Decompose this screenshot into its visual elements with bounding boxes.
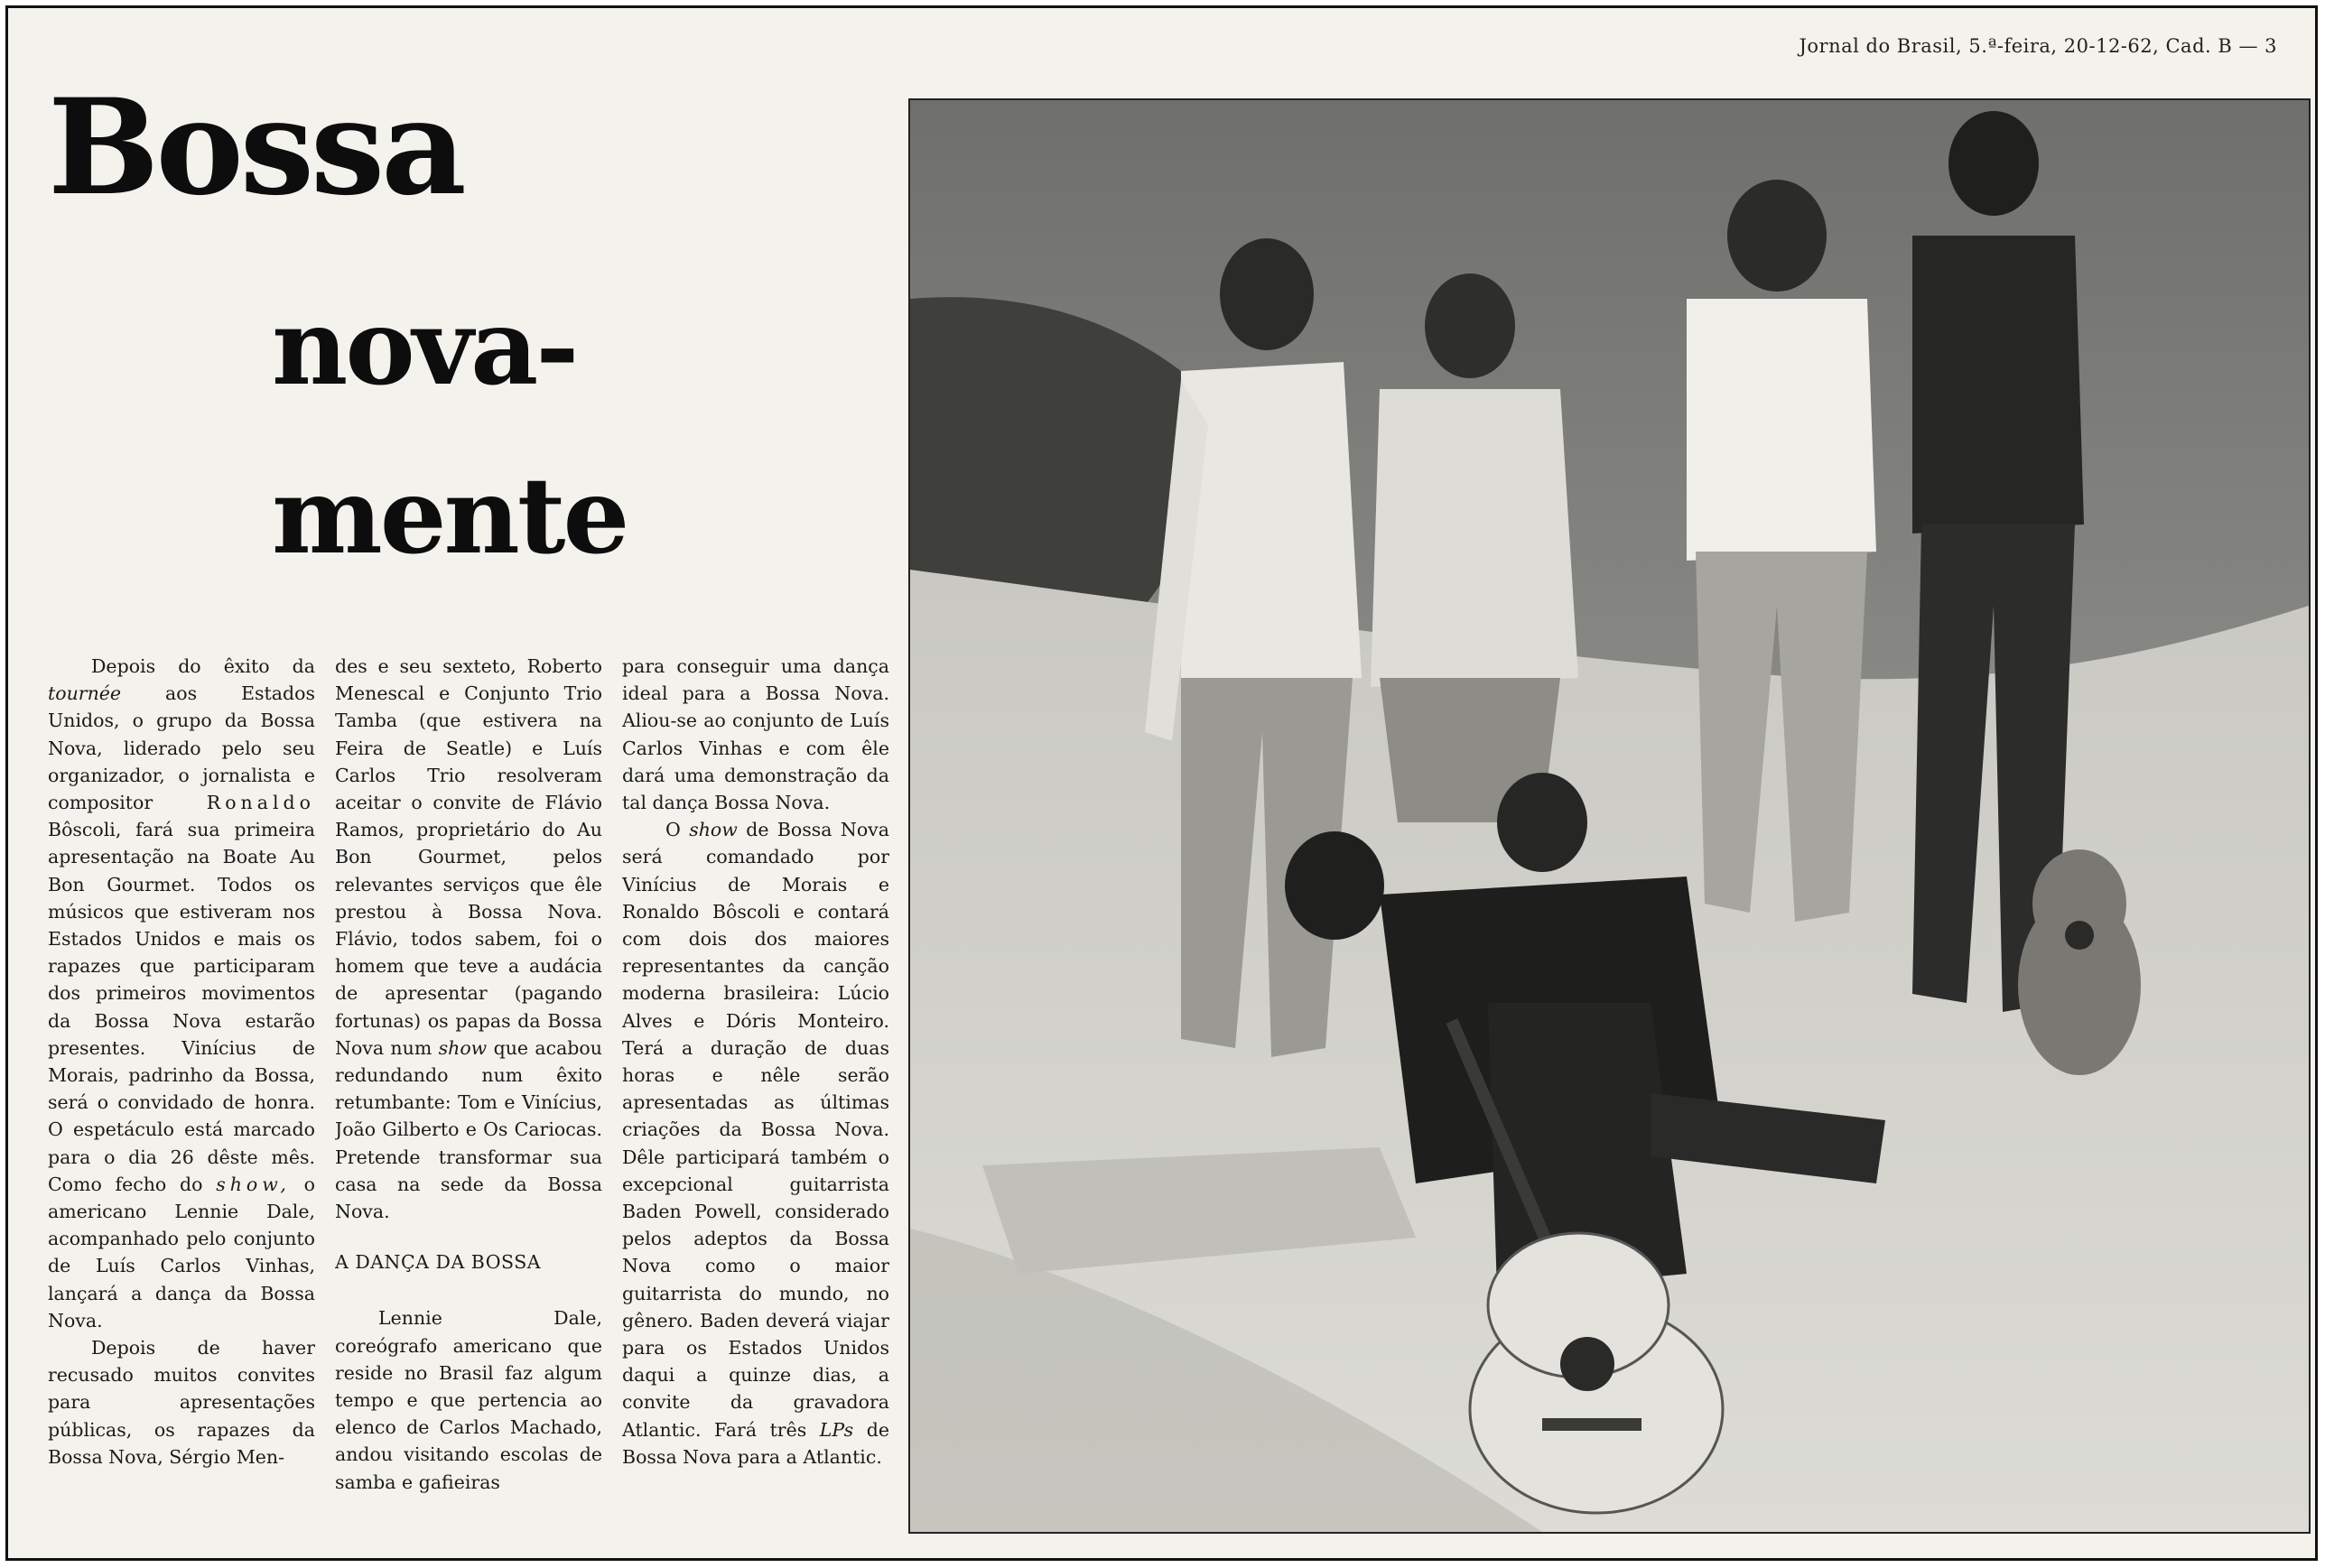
headline-line-1: Bossa — [48, 70, 463, 225]
headline-line-3: mente — [272, 455, 628, 578]
text-run: show — [438, 1036, 488, 1059]
text-run: des e seu sexteto, Roberto Menescal e Conjunto Trio Tamba (que estivera na Feira de Seatle) e Luís Carlos Trio resolveram aceitar o convite de Flávio Ramos, proprietário do Au Bon Gourmet, pelos relevantes serviços que êle prestou à Bossa Nova. Flávio, todos sabem, foi o homem que teve a audácia de apresentar (pagando fortunas) os papas da Bossa Nova num — [335, 655, 602, 1059]
text-run: Ronaldo — [206, 792, 315, 814]
article-column-1 — [48, 653, 315, 1555]
text-run: que acabou redundando num êxito retumbante: Tom e Vinícius, João Gilberto e Os Cariocas. Pretende transformar sua casa na sede da Bossa Nova. — [335, 1036, 602, 1223]
paragraph — [48, 653, 315, 1334]
text-run: aos Estados Unidos, o grupo da Bossa Nova, liderado pelo seu organizador, o jornalista e compositor — [48, 682, 315, 814]
text-run: de Bossa Nova para a Atlantic. — [622, 1418, 889, 1468]
text-run: o americano Lennie Dale, acompanhado pelo conjunto de Luís Carlos Vinhas, lançará a dança da Bossa Nova. — [48, 1173, 315, 1331]
masthead: Jornal do Brasil, 5.ª-feira, 20-12-62, Cad. B — 3 — [1799, 35, 2277, 57]
text-run: show — [689, 819, 738, 841]
headline-line-2: nova- — [272, 286, 577, 409]
article-column-3 — [622, 653, 889, 1555]
text-run: LPs — [819, 1418, 854, 1441]
paragraph — [622, 816, 889, 1471]
text-run: Bôscoli, fará sua primeira apresentação na Boate Au Bon Gourmet. Todos os músicos que estiveram nos Estados Unidos e mais os rapazes que participaram dos primeiros movimentos da Bossa Nova estarão presentes. Vinícius de Morais, padrinho da Bossa, será o convidado de honra. O espetáculo está marcado para o dia 26 dêste mês. Como fecho do — [48, 819, 315, 1195]
text-run: O — [665, 819, 681, 841]
photo-illustration — [910, 100, 2309, 1532]
text-run: tournée — [48, 682, 122, 705]
text-run: show, — [216, 1173, 291, 1195]
newspaper-page — [5, 5, 2318, 1561]
text-run: Depois do êxito da — [91, 655, 315, 677]
paragraph: Depois de haver recusado muitos convites para apresentações públicas, os rapazes da Bossa Nova, Sérgio Men- — [48, 1337, 315, 1468]
paragraph — [335, 653, 602, 1225]
section-subhead: A DANÇA DA BOSSA — [335, 1251, 542, 1274]
article-column-2 — [335, 653, 602, 1555]
paragraph: para conseguir uma dança ideal para a Bossa Nova. Aliou-se ao conjunto de Luís Carlos Vinhas e com êle dará uma demonstração da tal dança Bossa Nova. — [622, 655, 889, 814]
paragraph: Lennie Dale, coreógrafo americano que reside no Brasil faz algum tempo e que pertencia ao elenco de Carlos Machado, andou visitando escolas de samba e gafieiras — [335, 1307, 602, 1493]
text-run: de Bossa Nova será comandado por Vinícius de Morais e Ronaldo Bôscoli e contará com dois dos maiores representantes da canção moderna brasileira: Lúcio Alves e Dóris Monteiro. Terá a duração de duas horas e nêle serão apresentadas as últimas criações da Bossa Nova. Dêle participará também o excepcional guitarrista Baden Powell, considerado pelos adeptos da Bossa Nova como o maior guitarrista do mundo, no gênero. Baden deverá viajar para os Estados Unidos daqui a quinze dias, a convite da gravadora Atlantic. Fará três — [622, 819, 889, 1441]
guitar-right — [2018, 849, 2141, 1075]
group-photo — [908, 98, 2311, 1534]
